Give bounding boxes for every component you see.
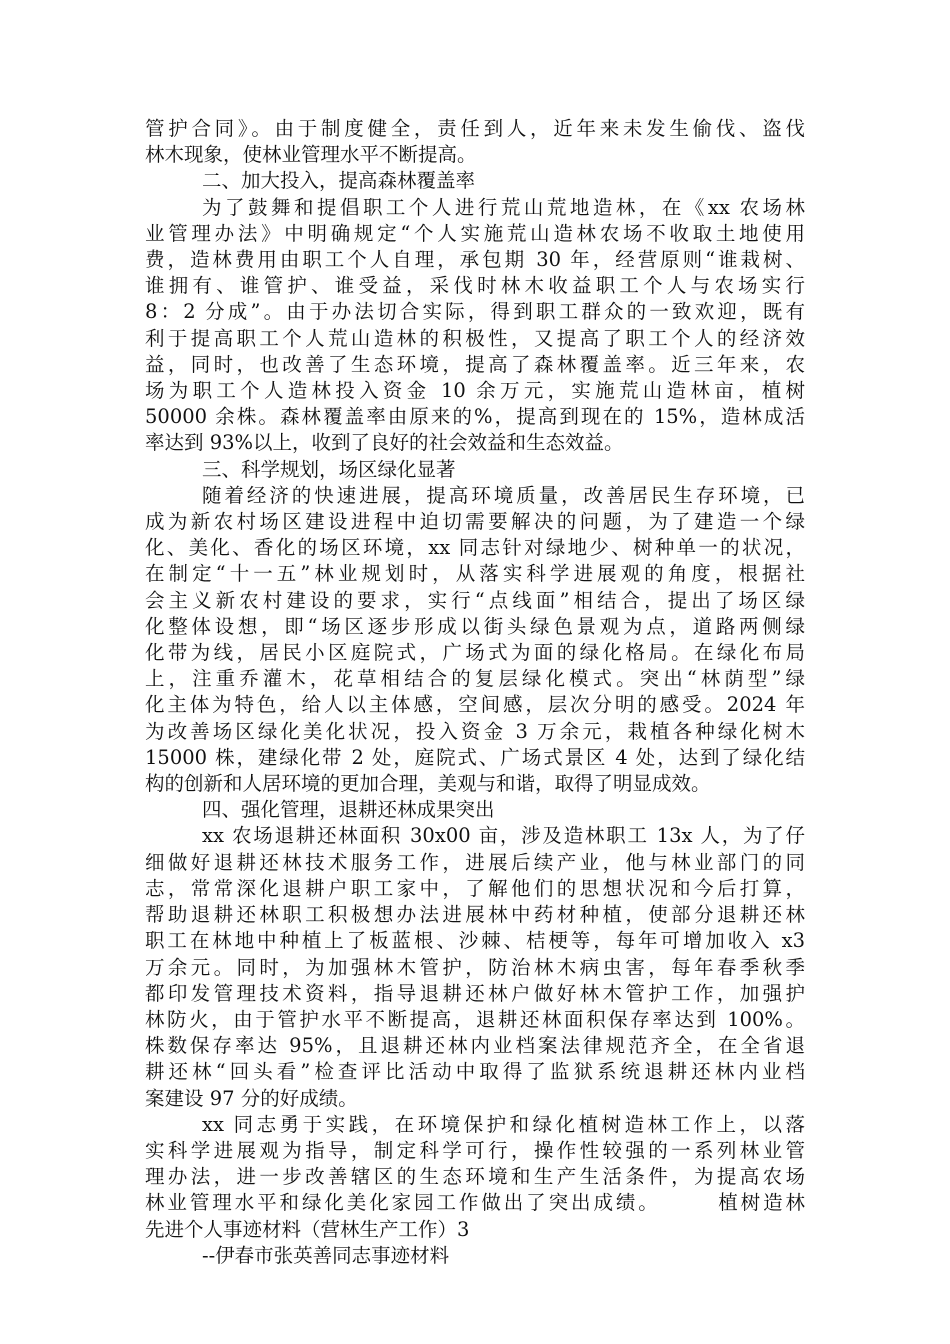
text-line: 会主义新农村建设的要求，实行“点线面”相结合，提出了场区绿	[145, 588, 805, 612]
document-page	[145, 116, 805, 1269]
text-line: 案建设 97 分的好成绩。	[145, 1086, 358, 1110]
text-line: 都印发管理技术资料，指导退耕还林户做好林木管护工作，加强护	[145, 981, 805, 1005]
text-line: 林木现象，使林业管理水平不断提高。	[145, 143, 477, 167]
text-line: 上，注重乔灌木，花草相结合的复层绿化模式。突出“林荫型”绿	[145, 667, 805, 691]
text-line: 50000 余株。森林覆盖率由原来的%，提高到现在的 15%，造林成活	[145, 405, 805, 429]
section-heading: 四、强化管理，退耕还林成果突出	[202, 798, 495, 822]
text-line: 职工在林地中种植上了板蓝根、沙棘、桔梗等，每年可增加收入 x3	[145, 929, 805, 953]
text-line: 构的创新和人居环境的更加合理，美观与和谐，取得了明显成效。	[145, 772, 711, 796]
text-line: 细做好退耕还林技术服务工作，进展后续产业，他与林业部门的同	[145, 850, 805, 874]
text-line: 谁拥有、谁管护、谁受益，采伐时林木收益职工个人与农场实行	[145, 274, 805, 298]
text-line: 利于提高职工个人荒山造林的积极性，又提高了职工个人的经济效	[145, 326, 805, 350]
text-line: 费，造林费用由职工个人自理，承包期 30 年，经营原则“谁栽树、	[145, 248, 805, 272]
text-line: 化主体为特色，给人以主体感，空间感，层次分明的感受。2024 年	[145, 693, 805, 717]
section-heading: 二、加大投入，提高森林覆盖率	[202, 169, 476, 193]
text-line: xx 农场退耕还林面积 30x00 亩，涉及造林职工 13x 人，为了仔	[202, 824, 805, 848]
text-line: 志，常常深化退耕户职工家中，了解他们的思想状况和今后打算，	[145, 876, 805, 900]
text-line: 为了鼓舞和提倡职工个人进行荒山荒地造林，在《xx 农场林	[202, 195, 805, 219]
text-line: 益，同时，也改善了生态环境，提高了森林覆盖率。近三年来，农	[145, 352, 805, 376]
text-line: xx 同志勇于实践，在环境保护和绿化植树造林工作上，以落	[202, 1112, 805, 1136]
text-line: 成为新农村场区建设进程中迫切需要解决的问题，为了建造一个绿	[145, 510, 805, 534]
section-heading: 三、科学规划，场区绿化显著	[202, 457, 456, 481]
text-line: 场为职工个人造林投入资金 10 余万元，实施荒山造林亩，植树	[145, 379, 805, 403]
text-line: 化、美化、香化的场区环境，xx 同志针对绿地少、树种单一的状况，	[145, 536, 805, 560]
text-line: 管护合同》。由于制度健全，责任到人，近年来未发生偷伐、盗伐	[145, 117, 805, 140]
text-line: 先进个人事迹材料（营林生产工作）3	[145, 1217, 470, 1241]
text-line: 耕还林“回头看”检查评比活动中取得了监狱系统退耕还林内业档	[145, 1060, 805, 1084]
text-line: 帮助退耕还林职工积极想办法进展林中药材种植，使部分退耕还林	[145, 903, 805, 927]
text-line: 化带为线，居民小区庭院式，广场式为面的绿化格局。在绿化布局	[145, 641, 805, 665]
text-line: 化整体设想，即“场区逐步形成以街头绿色景观为点，道路两侧绿	[145, 614, 805, 638]
text-line: 业管理办法》中明确规定“个人实施荒山造林农场不收取土地使用	[145, 221, 805, 245]
text-line: 15000 株，建绿化带 2 处，庭院式、广场式景区 4 处，达到了绿化结	[145, 745, 805, 769]
text-line: 理办法，进一步改善辖区的生态环境和生产生活条件，为提高农场	[145, 1165, 805, 1189]
text-line: 率达到 93%以上，收到了良好的社会效益和生态效益。	[145, 431, 624, 455]
text-line: 株数保存率达 95%，且退耕还林内业档案法律规范齐全，在全省退	[145, 1034, 805, 1058]
text-line: 林业管理水平和绿化美化家园工作做出了突出成绩。 植树造林	[145, 1191, 805, 1215]
section-heading: --伊春市张英善同志事迹材料	[202, 1243, 450, 1267]
text-line: 实科学进展观为指导，制定科学可行，操作性较强的一系列林业管	[145, 1138, 805, 1162]
text-line: 林防火，由于管护水平不断提高，退耕还林面积保存率达到 100%。	[145, 1007, 805, 1031]
text-line: 8：2 分成”。由于办法切合实际，得到职工群众的一致欢迎，既有	[145, 300, 805, 324]
text-line: 为改善场区绿化美化状况，投入资金 3 万余元，栽植各种绿化树木	[145, 719, 805, 743]
text-line: 在制定“十一五”林业规划时，从落实科学进展观的角度，根据社	[145, 562, 805, 586]
text-line: 万余元。同时，为加强林木管护，防治林木病虫害，每年春季秋季	[145, 955, 805, 979]
text-line: 随着经济的快速进展，提高环境质量，改善居民生存环境，已	[202, 483, 805, 507]
